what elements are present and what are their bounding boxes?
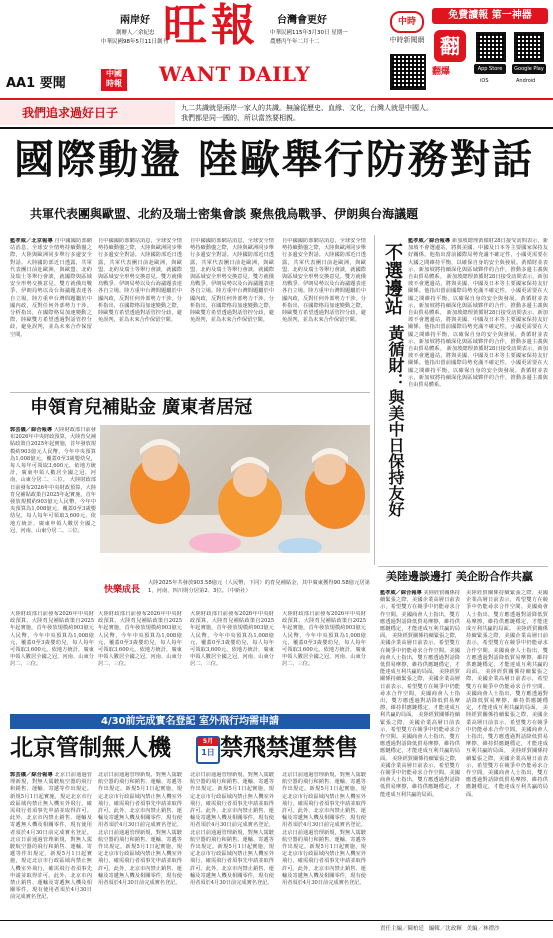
subsidy-body-col-1b: 大陸財政部日前發布2026年中央財政預算，大陸育兒補貼政策自2025年起實施，首年發放規模約903億元人民幣，今年中央預算為1,008億元，覆蓋0至3歲嬰幼兒，每人每年可領取3,600元。依地方統計，廣東申領人數居全國之冠，河南、山東分居二、三位。	[10, 611, 94, 668]
photo-caption: 大陸2025年共發放903.58億元（人民幣，下同）的育兒補貼金，其中廣東獲得90.58億元居第1，河南、四川則分居第2、3位。（中新社）	[148, 580, 370, 594]
photo-caption-title: 快樂成長	[104, 585, 141, 595]
side-vertical-headline-2: 黃循財：與美中日保持友好	[386, 325, 405, 517]
app-store-qr-icon[interactable]	[476, 32, 506, 62]
slogan-left: 兩岸好	[120, 15, 150, 26]
news-logo-mark: 中時	[390, 11, 424, 33]
column-divider	[374, 235, 375, 565]
subsidy-body-col-3: 大陸財政部日前發布2026年中央財政預算，大陸育兒補貼政策自2025年起實施，首年發放規模約903億元人民幣，今年中央預算為1,008億元，覆蓋0至3歲嬰幼兒，每人每年可領取3,600元。依地方統計，廣東申領人數居全國之冠，河南、山東分居二、三位。	[190, 611, 274, 668]
subsidy-headline: 申領育兒補貼金 廣東者居冠	[30, 397, 253, 418]
subsidy-body: 郭芸儀／綜合報導 大陸財政部日前發布2026年中央財政預算，大陸育兒補貼政策自2025年起實施，首年發放規模約903億元人民幣，今年中央預算為1,008億元，覆蓋0至3歲嬰幼兒，每人每年可領取3,600元。依地方統計，廣東申領人數居全國之冠，河南、山東分居二、三位。 大陸財政部日前發布2026年中央財政預算，大陸育兒補貼政策自2025年起實施，首年發放規模約903億元人民幣，今年中央預算為1,008億元，覆蓋0至3歲嬰幼兒，每人每年可領取3,600元。依地方統計，廣東申領人數居全國之冠，河南、山東分居二、三位。	[10, 427, 96, 534]
drone-headline-a: 北京管制無人機	[10, 735, 171, 761]
subsidy-top-rule	[10, 392, 370, 393]
ios-label: iOS	[480, 78, 489, 84]
app-store-badge[interactable]: App Store	[474, 64, 506, 74]
logo-cn: 旺報	[163, 0, 259, 51]
qr-code-icon[interactable]	[390, 54, 426, 90]
lead-body-col-4: 自中國國防部網站消息，全球安全情勢持續動盪之際，大陸與歐洲同步舉行多邊安全對話。大陸國防部近日透露，共軍代表團日前赴歐洲，與歐盟、北約及瑞士等舉行會談，就國際與區域安全形勢交換意見。雙方就俄烏戰爭、伊朗局勢以及台海議題表達各自立場。陸方重申台灣問題屬於中國內政，反對任何外部勢力干涉。分析指出，在國際格局加速變動之際，陸歐雙方希望透過對話管控分歧，避免誤判，並為未來合作保留空間。	[282, 238, 366, 324]
promo-title: 免費讀報 第一神器	[432, 8, 548, 24]
side-vertical-headline-1: 不選邊站	[382, 243, 403, 315]
android-label: Android	[516, 78, 536, 84]
drone-body-col-3: 北京日前通過管理新規，對無人駕駛航空器的飛行和銷售、運輸、寄遞等作出規定。新規5月1日起實施，規定北京市行政區域內禁止無人機室外飛行，確需飛行者須事先申請並取得許可。此外，北京市內禁止銷售、運輸及寄遞無人機及相關零件，現有使用者須於4月30日前完成實名登記。 北京日前通過管理新規，對無人駕駛航空器的飛行和銷售、運輸、寄遞等作出規定。新規5月1日起實施，規定北京市行政區域內禁止無人機室外飛行，確需飛行者須事先申請並取得許可。此外，北京市內禁止銷售、運輸及寄遞無人機及相關零件，現有使用者須於4月30日前完成實名登記。	[190, 772, 274, 887]
children-photo	[100, 425, 370, 575]
slogan-right: 台灣會更好	[277, 15, 327, 26]
logo-en: WANT DAILY	[159, 62, 311, 86]
app-icon[interactable]: 翻	[434, 30, 466, 62]
lead-subhead: 共軍代表團與歐盟、北約及瑞士密集會談 聚焦俄烏戰爭、伊朗與台海議題	[30, 207, 419, 221]
masthead	[0, 0, 553, 98]
footer-credits: 責任主編／陳柏廷 編輯／沈政輝 美編／林禮沙	[380, 926, 500, 932]
drone-headline-b: 禁飛禁運禁售	[220, 735, 358, 761]
drone-banner-text: 4/30前完成實名登記 室外飛行均需申請	[100, 716, 279, 727]
masthead-rule	[0, 98, 553, 100]
photo-caption-box	[100, 553, 370, 575]
date-line-right-1: 中華民國115年3月30日 星期一	[270, 30, 348, 36]
side-story-body: 藍孝威／綜合報導 新加坡總理黃循財28日接受訪問表示，新加坡不會選邊站，將與美國、中國及日本等主要國家保持友好關係。他指出當前國際局勢充滿不確定性，小國更需要在大國之間維持平衡，以確保自身的安全與發展。黃循財並表示，新加坡將持續深化與區域夥伴的合作，推動多邊主義與自由貿易體系。 新加坡總理黃循財28日接受訪問表示，新加坡不會選邊站，將與美國、中國及日本等主要國家保持友好關係。他指出當前國際局勢充滿不確定性，小國更需要在大國之間維持平衡，以確保自身的安全與發展。黃循財並表示，新加坡將持續深化與區域夥伴的合作，推動多邊主義與自由貿易體系。 新加坡總理黃循財28日接受訪問表示，新加坡不會選邊站，將與美國、中國及日本等主要國家保持友好關係。他指出當前國際局勢充滿不確定性，小國更需要在大國之間維持平衡，以確保自身的安全與發展。黃循財並表示，新加坡將持續深化與區域夥伴的合作，推動多邊主義與自由貿易體系。 新加坡總理黃循財28日接受訪問表示，新加坡不會選邊站，將與美國、中國及日本等主要國家保持友好關係。他指出當前國際局勢充滿不確定性，小國更需要在大國之間維持平衡，以確保自身的安全與發展。黃循財並表示，新加坡將持續深化與區域夥伴的合作，推動多邊主義與自由貿易體系。	[408, 238, 548, 389]
date-badge-icon: 5月 1日	[196, 736, 220, 764]
google-play-badge[interactable]: Google Play	[512, 64, 546, 74]
china-times-small-logo: 中國 時報	[101, 69, 127, 91]
motto-secondary: 九二共識就是兩岸一家人的共識。無論從歷史、血緣、文化，台灣人就是中國人。 我們都是同一國的，所以當然要相親。	[181, 104, 433, 122]
trade-body-col-1: 藍孝威／綜合報導 美陸經貿關係持續緊張之際，美國企業高層日前表示，希望雙方在競爭中仍能尋求合作空間。美國商會人士指出，雙方應透過對話降低貿易摩擦，維持供應鏈穩定，才能達成互利共贏的局面。 美陸經貿關係持續緊張之際，美國企業高層日前表示，希望雙方在競爭中仍能尋求合作空間。美國商會人士指出，雙方應透過對話降低貿易摩擦，維持供應鏈穩定，才能達成互利共贏的局面。 美陸經貿關係持續緊張之際，美國企業高層日前表示，希望雙方在競爭中仍能尋求合作空間。美國商會人士指出，雙方應透過對話降低貿易摩擦，維持供應鏈穩定，才能達成互利共贏的局面。 美陸經貿關係持續緊張之際，美國企業高層日前表示，希望雙方在競爭中仍能尋求合作空間。美國商會人士指出，雙方應透過對話降低貿易摩擦，維持供應鏈穩定，才能達成互利共贏的局面。 美陸經貿關係持續緊張之際，美國企業高層日前表示，希望雙方在競爭中仍能尋求合作空間。美國商會人士指出，雙方應透過對話降低貿易摩擦，維持供應鏈穩定，才能達成互利共贏的局面。	[380, 590, 460, 798]
drone-banner	[10, 714, 370, 729]
motto-box	[0, 101, 175, 125]
drone-body-col-4: 北京日前通過管理新規，對無人駕駛航空器的飛行和銷售、運輸、寄遞等作出規定。新規5月1日起實施，規定北京市行政區域內禁止無人機室外飛行，確需飛行者須事先申請並取得許可。此外，北京市內禁止銷售、運輸及寄遞無人機及相關零件，現有使用者須於4月30日前完成實名登記。 北京日前通過管理新規，對無人駕駛航空器的飛行和銷售、運輸、寄遞等作出規定。新規5月1日起實施，規定北京市行政區域內禁止無人機室外飛行，確需飛行者須事先申請並取得許可。此外，北京市內禁止銷售、運輸及寄遞無人機及相關零件，現有使用者須於4月30日前完成實名登記。	[282, 772, 366, 887]
drone-body-col-2: 北京日前通過管理新規，對無人駕駛航空器的飛行和銷售、運輸、寄遞等作出規定。新規5月1日起實施，規定北京市行政區域內禁止無人機室外飛行，確需飛行者須事先申請並取得許可。此外，北京市內禁止銷售、運輸及寄遞無人機及相關零件，現有使用者須於4月30日前完成實名登記。 北京日前通過管理新規，對無人駕駛航空器的飛行和銷售、運輸、寄遞等作出規定。新規5月1日起實施，規定北京市行政區域內禁止無人機室外飛行，確需飛行者須事先申請並取得許可。此外，北京市內禁止銷售、運輸及寄遞無人機及相關零件，現有使用者須於4月30日前完成實名登記。	[98, 772, 182, 887]
motto-rule	[0, 127, 553, 129]
lead-body-col-2: 自中國國防部網站消息，全球安全情勢持續動盪之際，大陸與歐洲同步舉行多邊安全對話。大陸國防部近日透露，共軍代表團日前赴歐洲，與歐盟、北約及瑞士等舉行會談，就國際與區域安全形勢交換意見。雙方就俄烏戰爭、伊朗局勢以及台海議題表達各自立場。陸方重申台灣問題屬於中國內政，反對任何外部勢力干涉。分析指出，在國際格局加速變動之際，陸歐雙方希望透過對話管控分歧，避免誤判，並為未來合作保留空間。	[98, 238, 182, 324]
trade-top-rule	[378, 566, 548, 567]
trade-body-col-2: 美陸經貿關係持續緊張之際，美國企業高層日前表示，希望雙方在競爭中仍能尋求合作空間。美國商會人士指出，雙方應透過對話降低貿易摩擦，維持供應鏈穩定，才能達成互利共贏的局面。 美陸經貿關係持續緊張之際，美國企業高層日前表示，希望雙方在競爭中仍能尋求合作空間。美國商會人士指出，雙方應透過對話降低貿易摩擦，維持供應鏈穩定，才能達成互利共贏的局面。 美陸經貿關係持續緊張之際，美國企業高層日前表示，希望雙方在競爭中仍能尋求合作空間。美國商會人士指出，雙方應透過對話降低貿易摩擦，維持供應鏈穩定，才能達成互利共贏的局面。 美陸經貿關係持續緊張之際，美國企業高層日前表示，希望雙方在競爭中仍能尋求合作空間。美國商會人士指出，雙方應透過對話降低貿易摩擦，維持供應鏈穩定，才能達成互利共贏的局面。 美陸經貿關係持續緊張之際，美國企業高層日前表示，希望雙方在競爭中仍能尋求合作空間。美國商會人士指出，雙方應透過對話降低貿易摩擦，維持供應鏈穩定，才能達成互利共贏的局面。	[466, 590, 548, 798]
lead-body-col-3: 自中國國防部網站消息，全球安全情勢持續動盪之際，大陸與歐洲同步舉行多邊安全對話。大陸國防部近日透露，共軍代表團日前赴歐洲，與歐盟、北約及瑞士等舉行會談，就國際與區域安全形勢交換意見。雙方就俄烏戰爭、伊朗局勢以及台海議題表達各自立場。陸方重申台灣問題屬於中國內政，反對任何外部勢力干涉。分析指出，在國際格局加速變動之際，陸歐雙方希望透過對話管控分歧，避免誤判，並為未來合作保留空間。	[190, 238, 274, 324]
founder-line: 創辦人／余紀忠	[116, 30, 155, 36]
footer-rule	[0, 920, 553, 921]
china-times-news-logo[interactable]: 中時 中時新聞網	[388, 11, 426, 47]
drone-body-col-1: 郭芸儀／綜合報導 北京日前通過管理新規，對無人駕駛航空器的飛行和銷售、運輸、寄遞等作出規定。新規5月1日起實施，規定北京市行政區域內禁止無人機室外飛行，確需飛行者須事先申請並取得許可。此外，北京市內禁止銷售、運輸及寄遞無人機及相關零件，現有使用者須於4月30日前完成實名登記。 北京日前通過管理新規，對無人駕駛航空器的飛行和銷售、運輸、寄遞等作出規定。新規5月1日起實施，規定北京市行政區域內禁止無人機室外飛行，確需飛行者須事先申請並取得許可。此外，北京市內禁止銷售、運輸及寄遞無人機及相關零件，現有使用者須於4月30日前完成實名登記。	[10, 772, 92, 901]
app-name: 翻爆	[432, 67, 451, 77]
section-label: AA1 要聞	[6, 76, 66, 91]
date-line-right-2: 農曆丙午年二月十二	[270, 39, 320, 45]
lead-headline: 國際動盪 陸歐舉行防務對話	[14, 137, 534, 183]
google-play-qr-icon[interactable]	[514, 32, 544, 62]
subsidy-body-col-4: 大陸財政部日前發布2026年中央財政預算，大陸育兒補貼政策自2025年起實施，首年發放規模約903億元人民幣，今年中央預算為1,008億元，覆蓋0至3歲嬰幼兒，每人每年可領取3,600元。依地方統計，廣東申領人數居全國之冠，河南、山東分居二、三位。	[282, 611, 366, 668]
date-line-left: 中華民國98年5月11日創刊	[101, 39, 168, 45]
motto-text: 我們追求過好日子	[22, 106, 119, 120]
lead-body-col-1: 藍孝威／北京報導 自中國國防部網站消息，全球安全情勢持續動盪之際，大陸與歐洲同步舉行多邊安全對話。大陸國防部近日透露，共軍代表團日前赴歐洲，與歐盟、北約及瑞士等舉行會談，就國際與區域安全形勢交換意見。雙方就俄烏戰爭、伊朗局勢以及台海議題表達各自立場。陸方重申台灣問題屬於中國內政，反對任何外部勢力干涉。分析指出，在國際格局加速變動之際，陸歐雙方希望透過對話管控分歧，避免誤判，並為未來合作保留空間。	[10, 238, 92, 338]
subsidy-body-col-2: 大陸財政部日前發布2026年中央財政預算，大陸育兒補貼政策自2025年起實施，首年發放規模約903億元人民幣，今年中央預算為1,008億元，覆蓋0至3歲嬰幼兒，每人每年可領取3,600元。依地方統計，廣東申領人數居全國之冠，河南、山東分居二、三位。	[98, 611, 182, 668]
trade-headline: 美陸邊談邊打 美企盼合作共贏	[386, 570, 533, 583]
